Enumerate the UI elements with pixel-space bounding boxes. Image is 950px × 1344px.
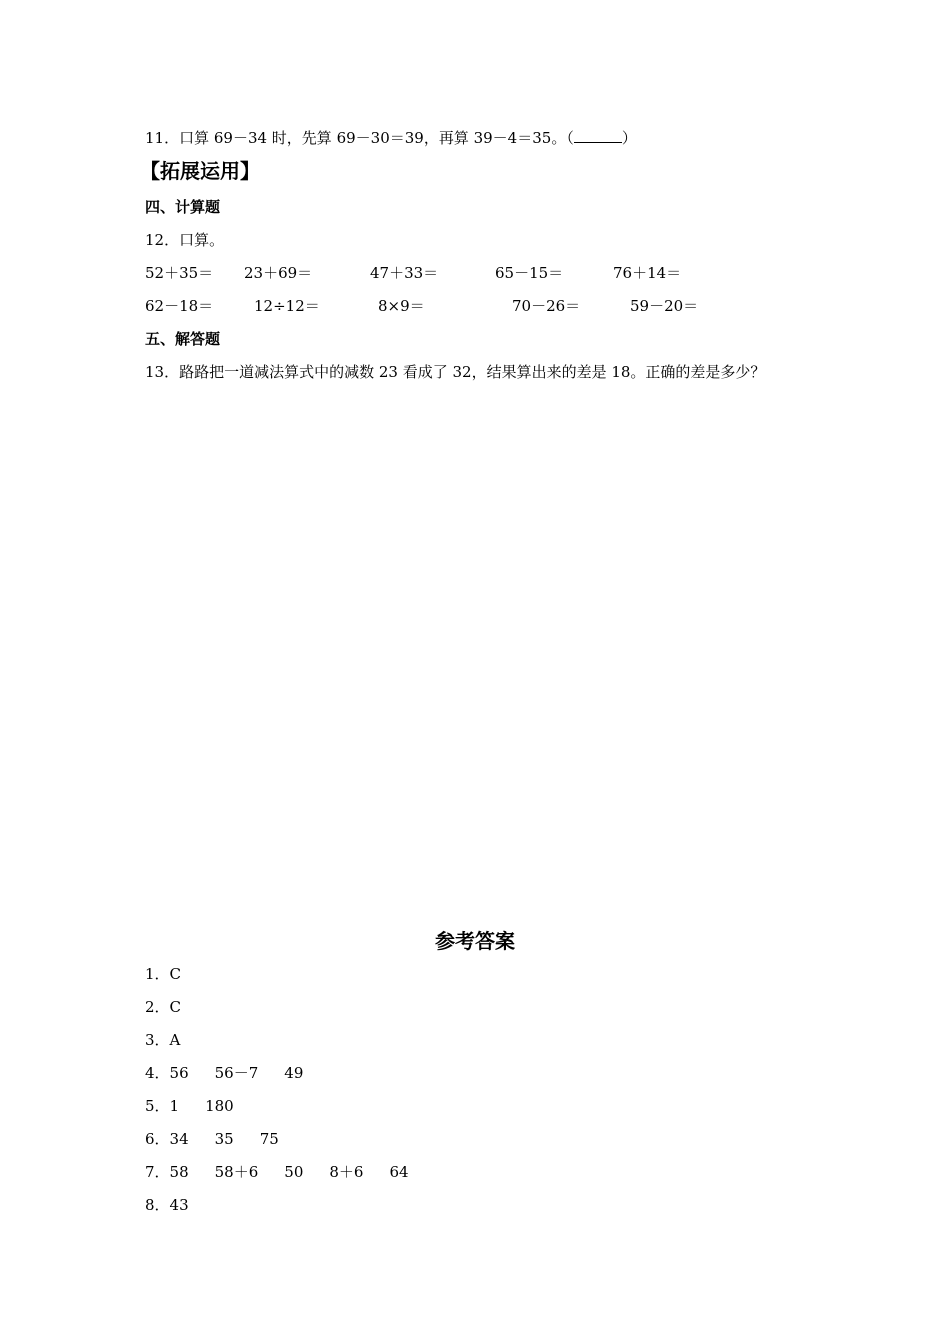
answer-part: 7．58	[145, 1163, 189, 1181]
calc-item: 76＋14＝	[613, 264, 682, 282]
answer-title: 参考答案	[435, 929, 515, 953]
question-12: 12．口算。	[145, 231, 225, 249]
answer-item	[145, 1030, 206, 1050]
answer-part: 180	[205, 1097, 234, 1115]
answer-part: 49	[284, 1064, 304, 1082]
answer-blank[interactable]	[574, 128, 622, 143]
answer-part: 5．1	[145, 1097, 180, 1115]
answer-part: 1．C	[145, 965, 182, 983]
section-extend-heading: 【拓展运用】	[140, 159, 260, 183]
calc-item: 62－18＝	[145, 297, 214, 315]
answer-item	[145, 997, 207, 1017]
calc-item: 47＋33＝	[370, 264, 439, 282]
calc-item: 52＋35＝	[145, 264, 214, 282]
calc-item: 59－20＝	[630, 297, 699, 315]
question-13: 13．路路把一道减法算式中的减数 23 看成了 32，结果算出来的差是 18。正确的差是多少？	[145, 363, 766, 381]
calc-item: 23＋69＝	[244, 264, 313, 282]
answer-part: 50	[284, 1163, 304, 1181]
answer-item	[145, 1063, 329, 1083]
answer-item	[145, 1096, 260, 1116]
answer-part: 3．A	[145, 1031, 181, 1049]
question-11-close: ）	[621, 129, 637, 147]
answer-part: 75	[259, 1130, 279, 1148]
answer-part: 6．34	[145, 1130, 189, 1148]
calc-item: 70－26＝	[512, 297, 581, 315]
answer-part: 8．43	[145, 1196, 189, 1214]
answer-part: 35	[214, 1130, 234, 1148]
answer-part: 4．56	[145, 1064, 189, 1082]
section-5-heading: 五、解答题	[145, 330, 221, 348]
calc-item: 8×9＝	[378, 297, 425, 315]
answer-part: 58＋6	[214, 1163, 259, 1181]
answer-part: 8＋6	[329, 1163, 364, 1181]
answer-part: 64	[389, 1163, 409, 1181]
answer-item	[145, 1162, 435, 1182]
section-4-heading: 四、计算题	[145, 198, 221, 216]
calc-item: 12÷12＝	[254, 297, 320, 315]
answer-part: 2．C	[145, 998, 182, 1016]
answer-item	[145, 1129, 305, 1149]
calc-item: 65－15＝	[495, 264, 564, 282]
question-11-text: 11．口算 69－34 时，先算 69－30＝39，再算 39－4＝35。（	[145, 129, 574, 147]
answer-part: 56－7	[214, 1064, 259, 1082]
question-11	[145, 128, 637, 148]
answer-item	[145, 1195, 215, 1215]
answer-item	[145, 964, 207, 984]
